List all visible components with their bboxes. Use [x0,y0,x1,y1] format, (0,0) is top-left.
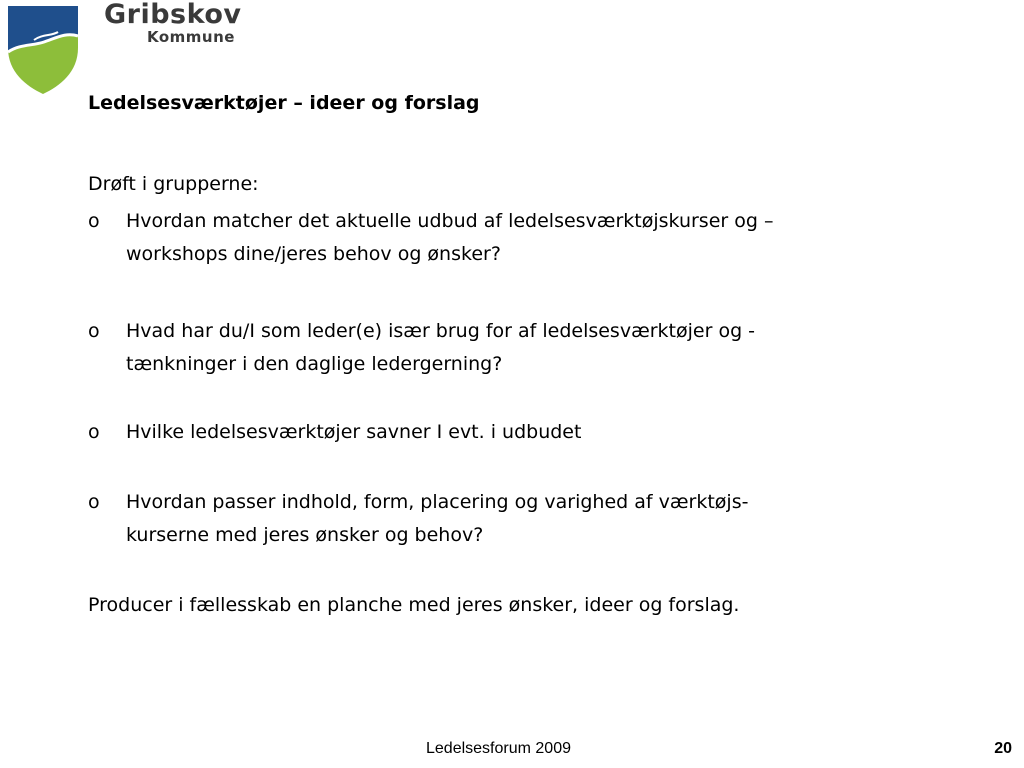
footer-text: Ledelsesforum 2009 [426,740,571,757]
bullet-item [88,205,928,271]
logo-name: Gribskov [104,0,242,30]
shield-icon [8,6,78,94]
closing-text: Producer i fællesskab en planche med jeres ønsker, ideer og forslag. [88,594,740,616]
bullet-marker: o [88,210,100,232]
bullet-item [88,416,928,449]
bullet-text: Hvordan passer indhold, form, placering og varighed af værktøjs- kurserne med jeres ønsker og behov? [126,491,749,546]
bullet-text: Hvilke ledelsesværktøjer savner I evt. i udbudet [126,421,582,443]
bullet-item [88,315,928,381]
logo-subname: Kommune [147,28,235,46]
bullet-marker: o [88,491,100,513]
bullet-text: Hvordan matcher det aktuelle udbud af ledelsesværktøjskurser og – workshops dine/jeres behov og ønsker? [126,210,774,265]
bullet-marker: o [88,320,100,342]
slide-title: Ledelsesværktøjer – ideer og forslag [88,92,480,114]
bullet-text: Hvad har du/I som leder(e) især brug for af ledelsesværktøjer og - tænkninger i den daglige ledergerning? [126,320,756,375]
gribskov-logo [0,0,266,96]
bullet-item [88,486,928,552]
intro-text: Drøft i grupperne: [88,173,259,195]
page-number: 20 [994,740,1012,757]
bullet-marker: o [88,421,100,443]
